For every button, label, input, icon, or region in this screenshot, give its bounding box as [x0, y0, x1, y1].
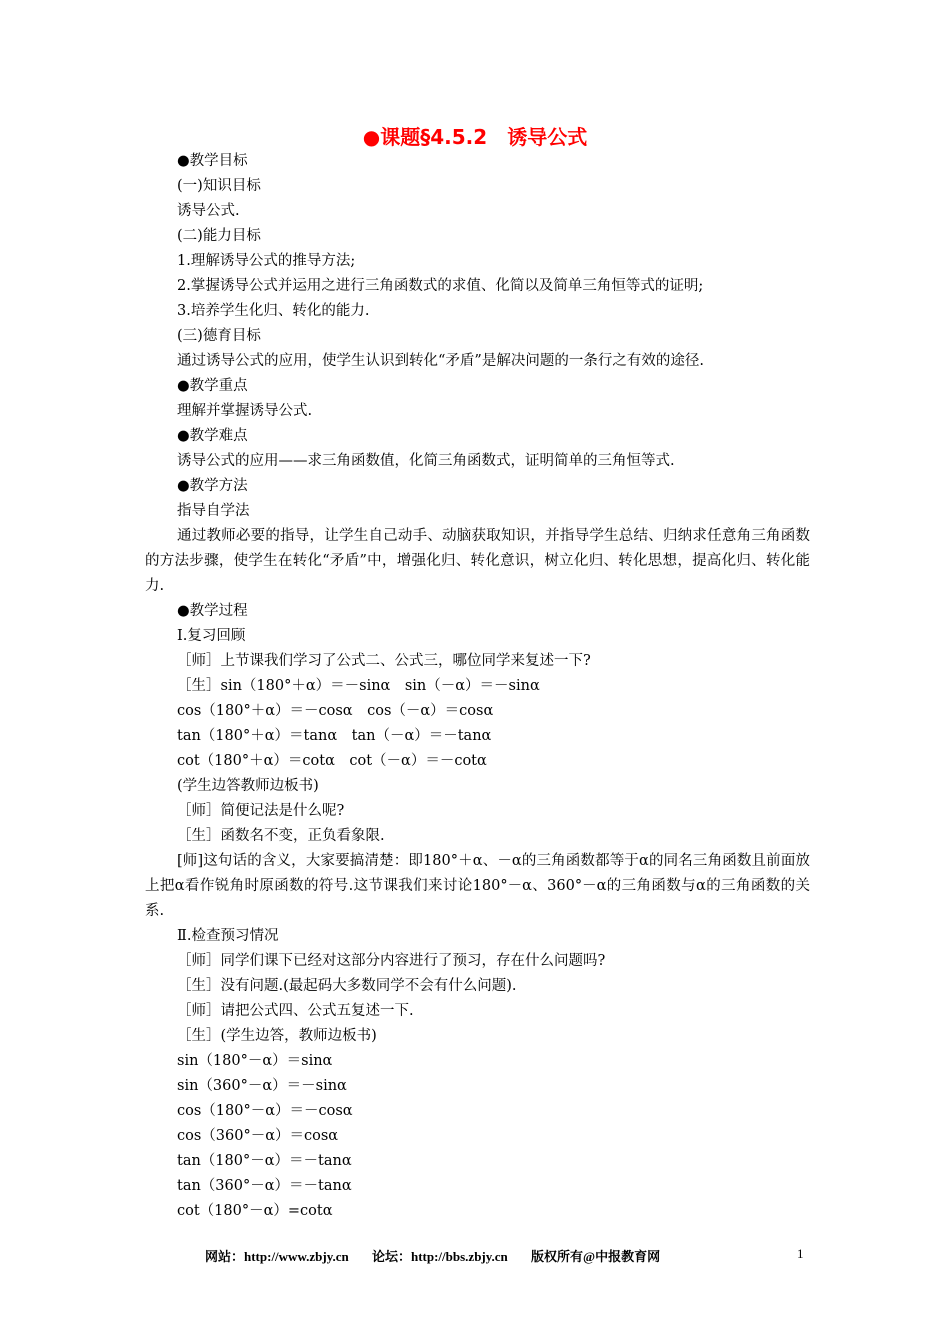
page-footer: [205, 1246, 680, 1265]
text-line: 1.理解诱导公式的推导方法;: [177, 253, 356, 269]
formula-line: tan（180°＋α）＝tanα tan（－α）＝－tanα: [177, 728, 492, 744]
section-heading-methods: ●教学方法: [177, 478, 248, 494]
footer-forum: 论坛：http://bbs.zbjy.cn: [371, 1249, 508, 1264]
formula-line: ［生］sin（180°＋α）＝－sinα sin（－α）＝－sinα: [177, 678, 540, 694]
page-title: ●课题§4.5.2 诱导公式: [362, 125, 588, 149]
formula-line: cot（180°＋α）＝cotα cot（－α）＝－cotα: [177, 753, 487, 769]
subheading-moral: (三)德育目标: [177, 328, 261, 344]
formula-line: cot（180°－α）=cotα: [177, 1203, 333, 1219]
formula-line: cos（180°＋α）＝－cosα cos（－α）＝cosα: [177, 703, 494, 719]
formula-line: sin（180°－α）＝sinα: [177, 1053, 333, 1069]
text-line: 指导自学法: [177, 503, 250, 519]
subheading-review: Ⅰ.复习回顾: [177, 628, 246, 644]
dialogue-line: ［师］简便记法是什么呢?: [177, 803, 345, 819]
text-line: 诱导公式.: [177, 203, 240, 219]
text-line: 3.培养学生化归、转化的能力.: [177, 303, 370, 319]
formula-line: cos（360°－α）＝cosα: [177, 1128, 339, 1144]
footer-copyright: 版权所有@中报教育网: [531, 1249, 661, 1264]
section-heading-process: ●教学过程: [177, 603, 248, 619]
footer-website: 网站：http://www.zbjy.cn: [205, 1249, 349, 1264]
formula-line: sin（360°－α）＝－sinα: [177, 1078, 347, 1094]
page-number: 1: [797, 1246, 804, 1261]
dialogue-line: ［师］请把公式四、公式五复述一下.: [177, 1003, 414, 1019]
dialogue-line: ［师］同学们课下已经对这部分内容进行了预习，存在什么问题吗?: [177, 953, 606, 969]
paragraph-method: 通过教师必要的指导，让学生自己动手、动脑获取知识，并指导学生总结、归纳求任意角三角函数的方法步骤，使学生在转化“矛盾”中，增强化归、转化意识，树立化归、转化思想，提高化归、转化能力.: [145, 528, 810, 594]
document-body: [145, 149, 810, 1224]
formula-line: tan（360°－α）＝－tanα: [177, 1178, 352, 1194]
section-heading-goals: ●教学目标: [177, 153, 248, 169]
text-line: 2.掌握诱导公式并运用之进行三角函数式的求值、化简以及简单三角恒等式的证明;: [177, 278, 704, 294]
text-line: 理解并掌握诱导公式.: [177, 403, 313, 419]
subheading-ability: (二)能力目标: [177, 228, 261, 244]
subheading-knowledge: (一)知识目标: [177, 178, 261, 194]
text-line: (学生边答教师边板书): [177, 778, 319, 794]
dialogue-line: ［生］没有问题.(最起码大多数同学不会有什么问题).: [177, 978, 517, 994]
formula-line: cos（180°－α）＝－cosα: [177, 1103, 353, 1119]
section-heading-difficulties: ●教学难点: [177, 428, 248, 444]
subheading-preview-check: Ⅱ.检查预习情况: [177, 928, 279, 944]
paragraph-explanation: [师]这句话的含义，大家要搞清楚：即180°＋α、－α的三角函数都等于α的同名三角函数且前面放上把α看作锐角时原函数的符号.这节课我们来讨论180°－α、360°－α的三角函数与α的三角函数的关系.: [145, 853, 810, 919]
section-heading-key-points: ●教学重点: [177, 378, 248, 394]
text-line: 诱导公式的应用——求三角函数值，化简三角函数式，证明简单的三角恒等式.: [177, 453, 675, 469]
formula-line: tan（180°－α）＝－tanα: [177, 1153, 352, 1169]
dialogue-line: ［师］上节课我们学习了公式二、公式三，哪位同学来复述一下?: [177, 653, 591, 669]
dialogue-line: ［生］函数名不变，正负看象限.: [177, 828, 385, 844]
dialogue-line: ［生］(学生边答，教师边板书): [177, 1028, 377, 1044]
text-line: 通过诱导公式的应用，使学生认识到转化“矛盾”是解决问题的一条行之有效的途径.: [177, 353, 704, 369]
